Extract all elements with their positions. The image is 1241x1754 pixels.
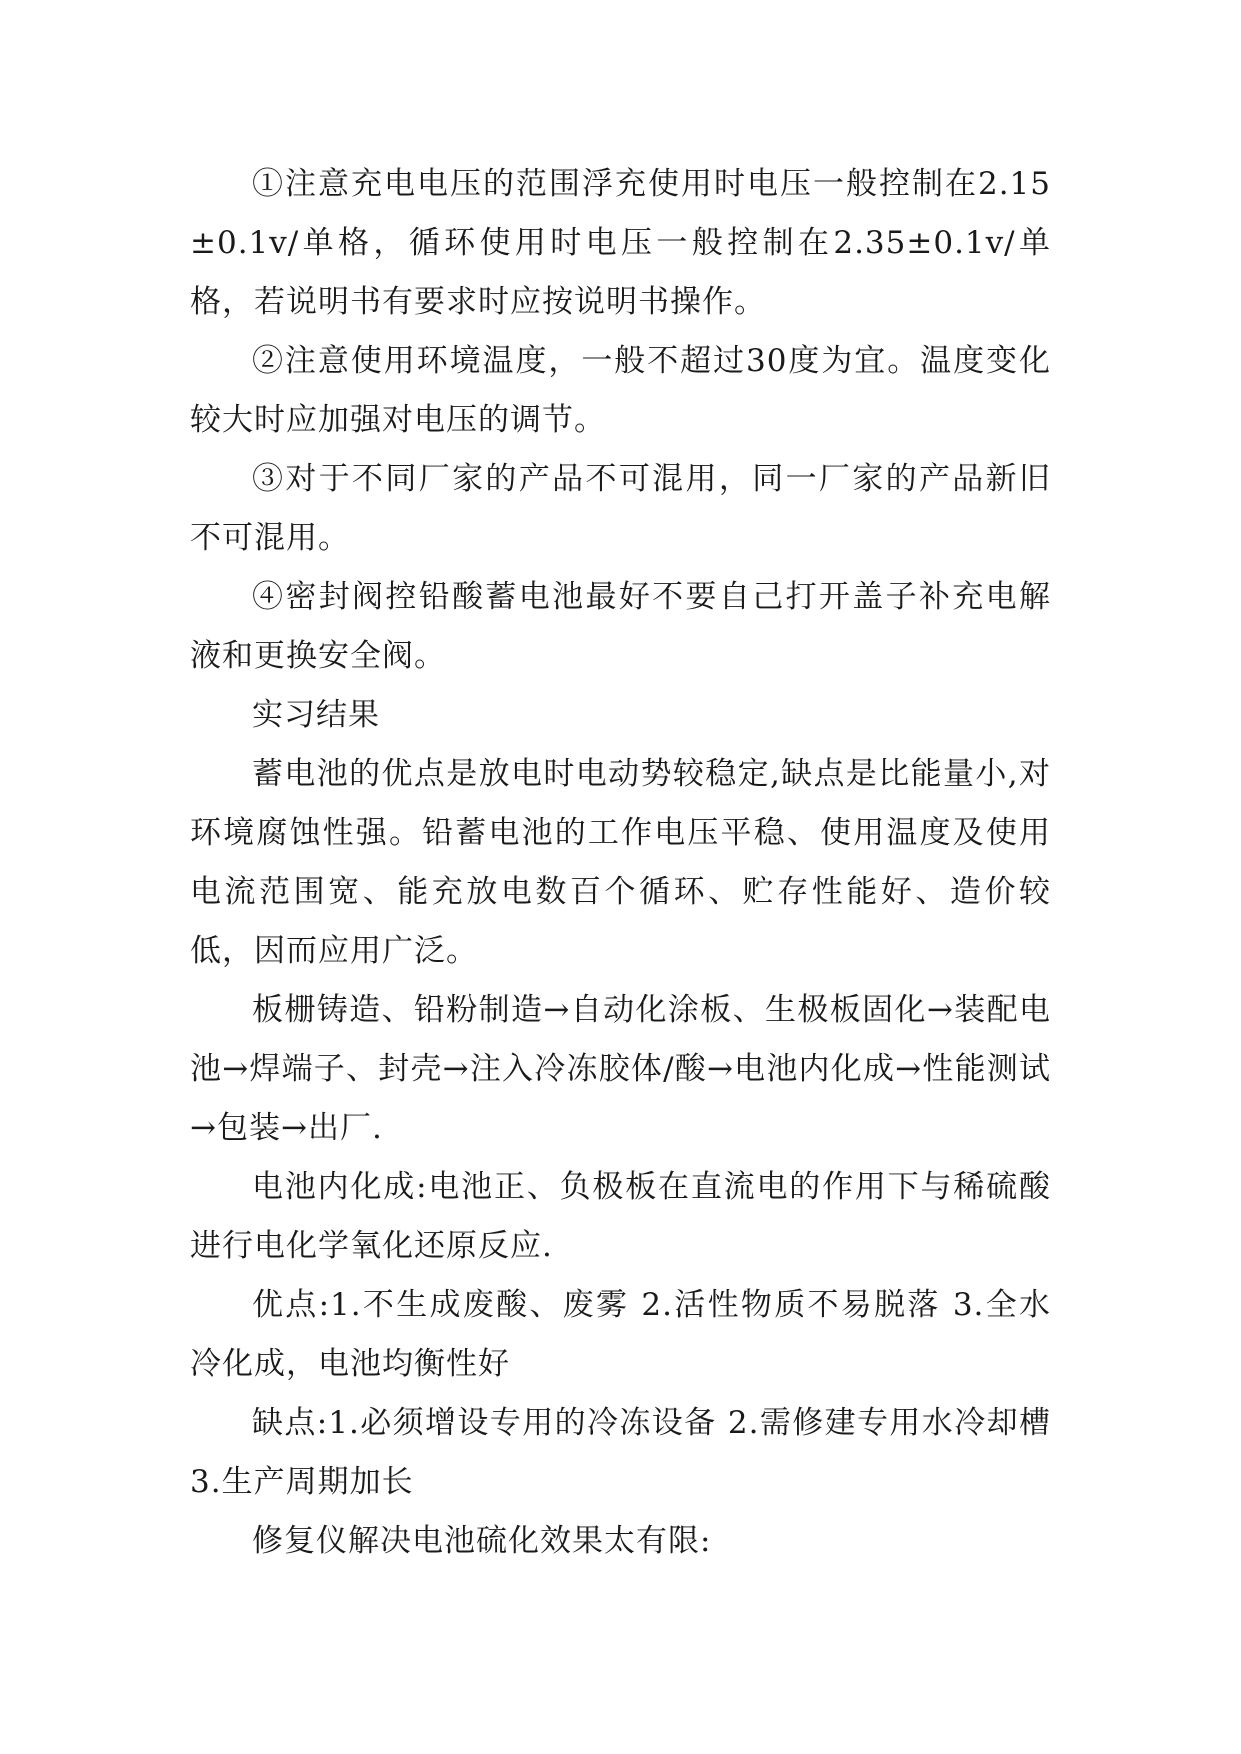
paragraph-formation: 电池内化成:电池正、负极板在直流电的作用下与稀硫酸进行电化学氧化还原反应. bbox=[190, 1169, 1051, 1264]
paragraph-sealed-battery: ④密封阀控铅酸蓄电池最好不要自己打开盖子补充电解液和更换安全阀。 bbox=[190, 579, 1051, 674]
document-body bbox=[190, 155, 1051, 1571]
section-heading-results: 实习结果 bbox=[252, 697, 380, 733]
paragraph-process-flow: 板栅铸造、铅粉制造→自动化涂板、生极板固化→装配电池→焊端子、封壳→注入冷冻胶体/酸→电池内化成→性能测试→包装→出厂. bbox=[190, 992, 1051, 1146]
paragraph-no-mixing: ③对于不同厂家的产品不可混用，同一厂家的产品新旧不可混用。 bbox=[190, 461, 1051, 556]
paragraph-advantages: 蓄电池的优点是放电时电动势较稳定,缺点是比能量小,对环境腐蚀性强。铅蓄电池的工作电压平稳、使用温度及使用电流范围宽、能充放电数百个循环、贮存性能好、造价较低，因而应用广泛。 bbox=[190, 756, 1051, 969]
paragraph-temperature: ②注意使用环境温度，一般不超过30度为宜。温度变化较大时应加强对电压的调节。 bbox=[190, 343, 1051, 438]
paragraph-pros: 优点:1.不生成废酸、废雾 2.活性物质不易脱落 3.全水冷化成，电池均衡性好 bbox=[190, 1287, 1051, 1382]
paragraph-cons: 缺点:1.必须增设专用的冷冻设备 2.需修建专用水冷却槽 3.生产周期加长 bbox=[190, 1405, 1051, 1500]
paragraph-repair: 修复仪解决电池硫化效果太有限: bbox=[252, 1523, 712, 1559]
paragraph-charging-voltage: ①注意充电电压的范围浮充使用时电压一般控制在2.15±0.1v/单格，循环使用时电压一般控制在2.35±0.1v/单格，若说明书有要求时应按说明书操作。 bbox=[190, 166, 1051, 320]
